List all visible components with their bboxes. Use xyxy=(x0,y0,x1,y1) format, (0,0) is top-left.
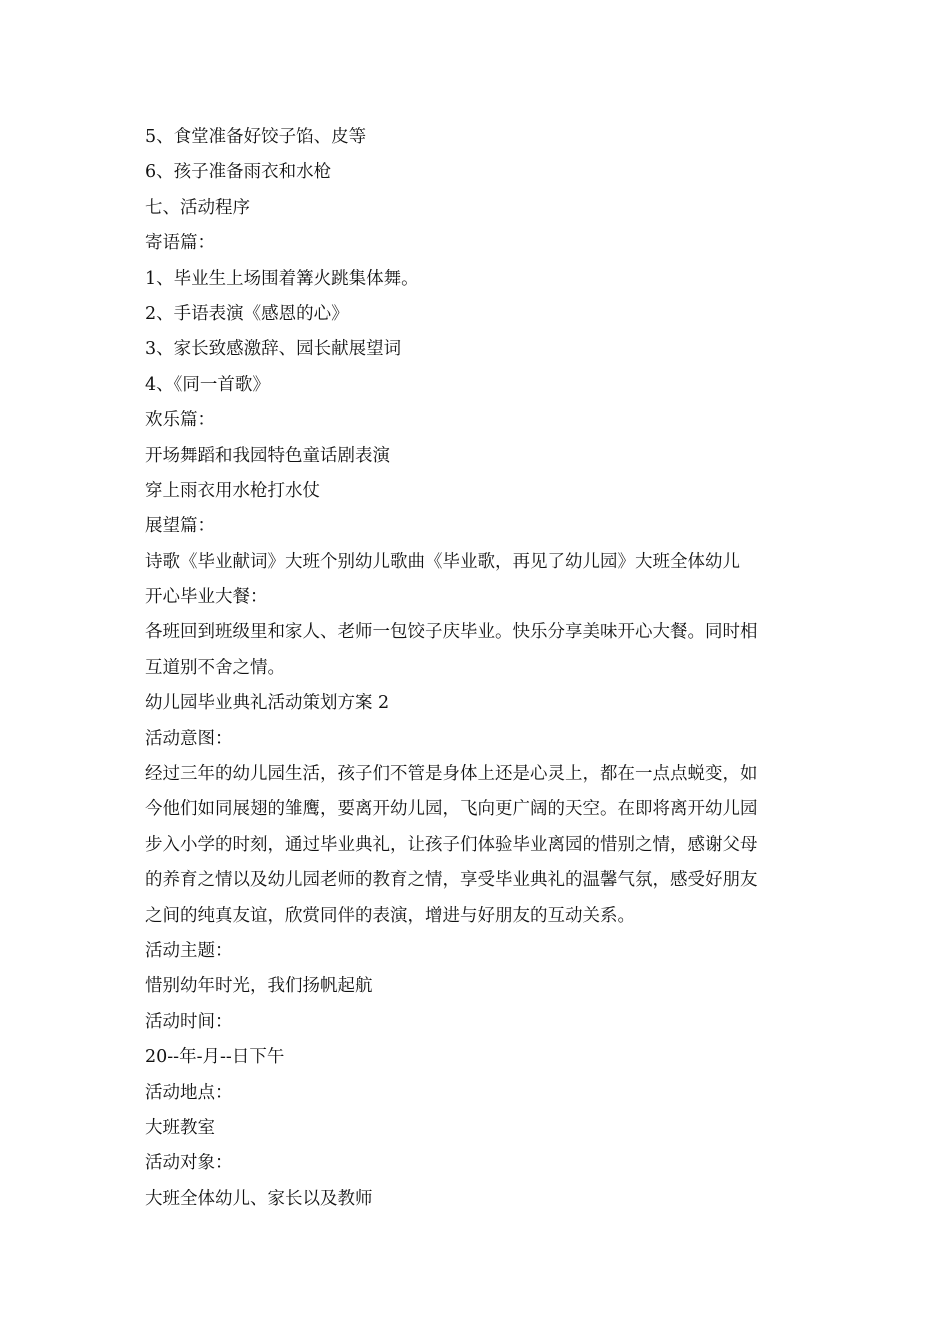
field-value: 20--年-月--日下午 xyxy=(145,1047,285,1068)
text-line: 穿上雨衣用水枪打水仗 xyxy=(145,480,320,501)
text-line: 诗歌《毕业献词》大班个别幼儿歌曲《毕业歌，再见了幼儿园》大班全体幼儿 xyxy=(145,551,740,572)
text-line: 4、《同一首歌》 xyxy=(145,374,270,395)
subsection-heading: 欢乐篇： xyxy=(145,410,215,431)
text-line: 今他们如同展翅的雏鹰，要离开幼儿园，飞向更广阔的天空。在即将离开幼儿园 xyxy=(145,799,758,820)
text-line: 开场舞蹈和我园特色童话剧表演 xyxy=(145,445,390,466)
subsection-heading: 开心毕业大餐： xyxy=(145,587,268,608)
document-title: 幼儿园毕业典礼活动策划方案 2 xyxy=(145,693,390,714)
text-line: 6、孩子准备雨衣和水枪 xyxy=(145,162,332,183)
text-line: 2、手语表演《感恩的心》 xyxy=(145,303,349,324)
text-line: 各班回到班级里和家人、老师一包饺子庆毕业。快乐分享美味开心大餐。同时相 xyxy=(145,622,758,643)
field-label: 活动意图： xyxy=(145,728,233,749)
text-line: 互道别不舍之情。 xyxy=(145,657,285,678)
text-line: 5、食堂准备好饺子馅、皮等 xyxy=(145,127,367,147)
field-value: 惜别幼年时光，我们扬帆起航 xyxy=(145,976,373,997)
text-line: 3、家长致感激辞、园长献展望词 xyxy=(145,339,402,360)
document-body xyxy=(145,120,810,1217)
field-label: 活动主题： xyxy=(145,940,233,961)
field-value: 大班教室 xyxy=(145,1117,215,1138)
text-line: 1、毕业生上场围着篝火跳集体舞。 xyxy=(145,268,419,289)
text-line: 步入小学的时刻，通过毕业典礼，让孩子们体验毕业离园的惜别之情，感谢父母 xyxy=(145,834,758,855)
text-line: 经过三年的幼儿园生活，孩子们不管是身体上还是心灵上，都在一点点蜕变，如 xyxy=(145,764,758,785)
text-line: 之间的纯真友谊，欣赏同伴的表演，增进与好朋友的互动关系。 xyxy=(145,905,635,926)
field-label: 活动地点： xyxy=(145,1082,233,1103)
subsection-heading: 寄语篇： xyxy=(145,233,215,254)
section-heading: 七、活动程序 xyxy=(145,197,250,218)
subsection-heading: 展望篇： xyxy=(145,516,215,537)
field-value: 大班全体幼儿、家长以及教师 xyxy=(145,1188,373,1209)
text-line: 的养育之情以及幼儿园老师的教育之情，享受毕业典礼的温馨气氛，感受好朋友 xyxy=(145,870,758,891)
field-label: 活动时间： xyxy=(145,1011,233,1032)
field-label: 活动对象： xyxy=(145,1153,233,1174)
